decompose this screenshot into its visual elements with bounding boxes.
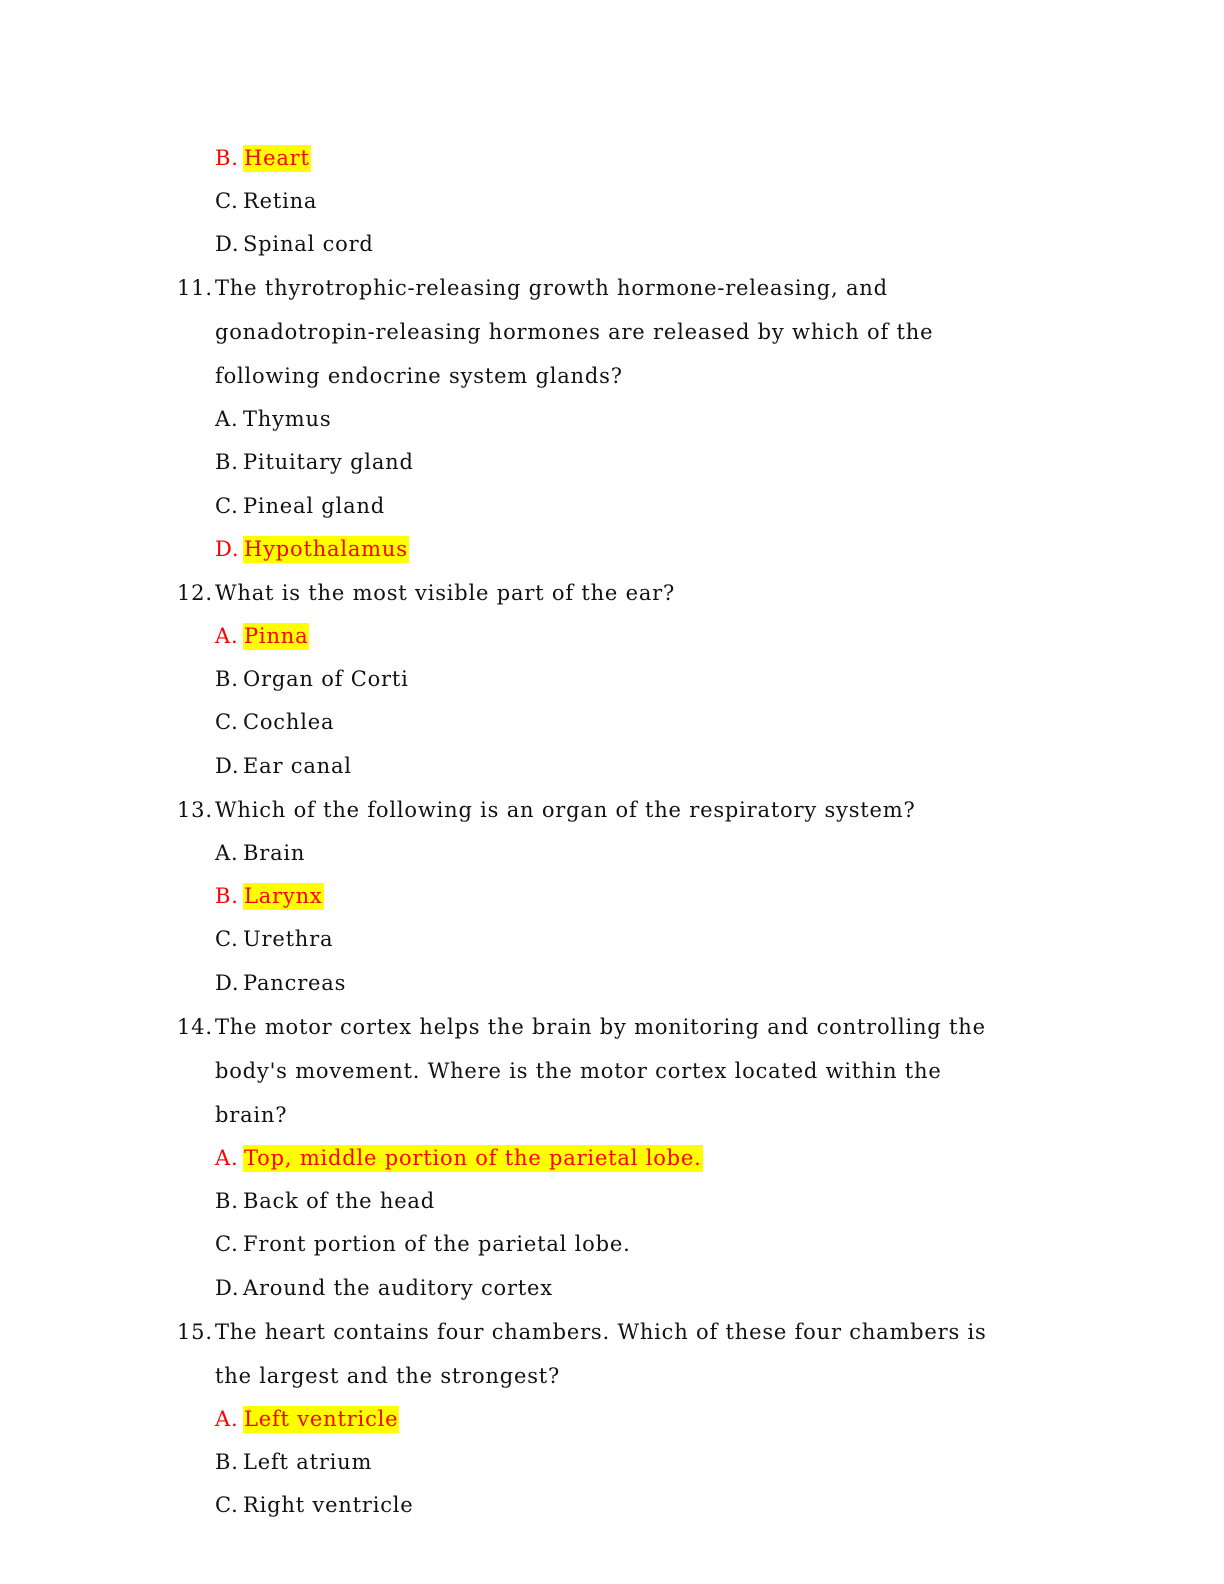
q11-option-c [215,492,385,520]
q12-option-b [215,665,409,693]
option-text: Cochlea [243,710,335,734]
q15-number: 15. [177,1320,213,1344]
option-text: Retina [243,189,318,213]
option-text: Pancreas [243,971,347,995]
option-text: Right ventricle [243,1493,414,1517]
option-text: Spinal cord [243,232,374,256]
option-letter: C. [215,927,239,951]
q13-number: 13. [177,798,213,822]
option-text: Pineal gland [243,494,385,518]
q10-option-c [215,187,317,215]
q11-option-a [215,405,331,433]
option-text: Around the auditory cortex [243,1276,553,1300]
option-text: Back of the head [243,1189,435,1213]
q11-option-b [215,448,414,476]
answer-highlight: Pinna [244,624,309,648]
q15-text-line-2: the largest and the strongest? [215,1364,561,1388]
q14-text-line-1: The motor cortex helps the brain by monitoring and controlling the [215,1015,986,1039]
option-text: Front portion of the parietal lobe. [243,1232,631,1256]
option-letter: B. [215,146,239,170]
option-text: Brain [243,841,306,865]
option-text: Organ of Corti [243,667,409,691]
q12-text-line-1: What is the most visible part of the ear? [215,581,676,605]
q11-text-line-1: The thyrotrophic-releasing growth hormone-releasing, and [215,276,888,300]
q10-option-d [215,230,374,258]
option-text: Thymus [243,407,332,431]
option-letter: A. [215,1146,239,1170]
option-letter: A. [215,407,239,431]
option-letter: A. [215,841,239,865]
q11-text-line-3: following endocrine system glands? [215,364,623,388]
option-letter: A. [215,624,239,648]
q14-option-d [215,1274,553,1302]
option-letter: D. [215,232,240,256]
q15-option-b [215,1448,372,1476]
q13-text-line-1: Which of the following is an organ of the respiratory system? [215,798,916,822]
option-letter: D. [215,754,240,778]
option-letter: C. [215,1493,239,1517]
q14-option-b [215,1187,435,1215]
option-letter: B. [215,1450,239,1474]
q13-option-a [215,839,305,867]
q12-number: 12. [177,581,213,605]
option-letter: B. [215,667,239,691]
q13-option-c [215,925,333,953]
option-text: Left atrium [243,1450,373,1474]
q11-text-line-2: gonadotropin-releasing hormones are released by which of the [215,320,934,344]
q14-text-line-3: brain? [215,1103,288,1127]
option-letter: C. [215,189,239,213]
q14-number: 14. [177,1015,213,1039]
answer-highlight: Larynx [244,884,323,908]
option-text: Urethra [243,927,334,951]
q14-option-c [215,1230,631,1258]
q12-option-a [215,622,309,650]
option-letter: A. [215,1407,239,1431]
option-letter: D. [215,537,240,561]
answer-highlight: Left ventricle [244,1407,399,1431]
option-text: Pituitary gland [243,450,414,474]
answer-highlight: Hypothalamus [244,537,408,561]
q11-number: 11. [177,276,213,300]
option-letter: C. [215,494,239,518]
q13-option-b [215,882,324,910]
option-letter: B. [215,1189,239,1213]
answer-highlight: Top, middle portion of the parietal lobe. [244,1146,702,1170]
option-letter: B. [215,884,239,908]
option-text: Ear canal [243,754,352,778]
q12-option-c [215,708,334,736]
q14-text-line-2: body's movement. Where is the motor cortex located within the [215,1059,942,1083]
q15-option-a [215,1405,399,1433]
q14-option-a [215,1144,703,1172]
option-letter: C. [215,1232,239,1256]
q15-option-c [215,1491,414,1519]
option-letter: D. [215,971,240,995]
q11-option-d [215,535,409,563]
q13-option-d [215,969,346,997]
q15-text-line-1: The heart contains four chambers. Which of these four chambers is [215,1320,987,1344]
option-letter: B. [215,450,239,474]
option-letter: C. [215,710,239,734]
answer-highlight: Heart [244,146,310,170]
q12-option-d [215,752,352,780]
option-letter: D. [215,1276,240,1300]
q10-option-b [215,144,311,172]
